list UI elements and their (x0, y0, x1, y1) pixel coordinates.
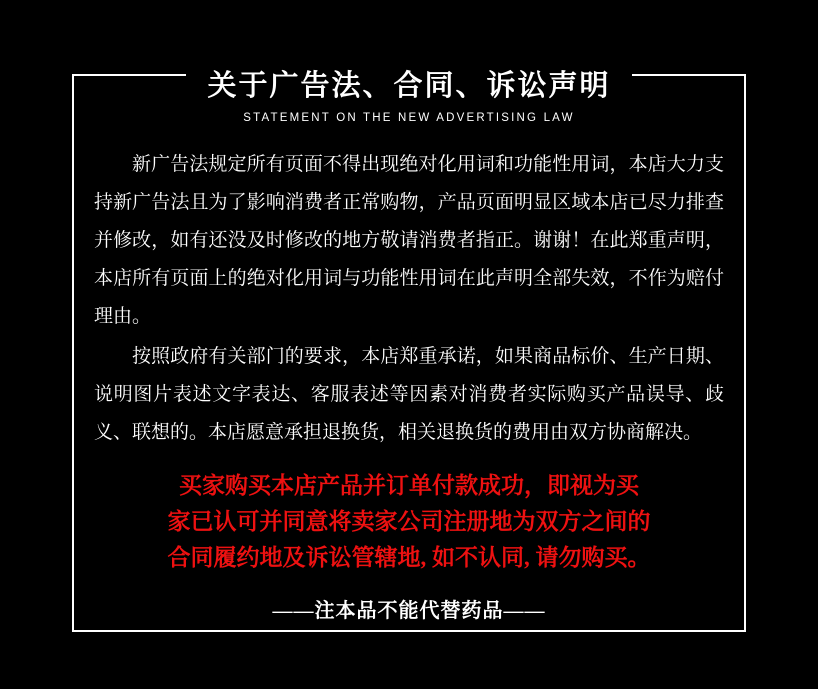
highlight-statement (90, 468, 728, 576)
statement-body (94, 146, 724, 452)
statement-paragraph-2: 按照政府有关部门的要求，本店郑重承诺，如果商品标价、生产日期、说明图片表述文字表达、客服表述等因素对消费者实际购买产品误导、歧义、联想的。本店愿意承担退换货，相关退换货的费用由双方协商解决。 (94, 346, 724, 443)
footer-note: ——注本品不能代替药品—— (272, 600, 546, 622)
page-title: 关于广告法、合同、诉讼声明 (207, 70, 611, 102)
highlight-line-1: 买家购买本店产品并订单付款成功，即视为买 (179, 473, 639, 498)
highlight-line-3: 合同履约地及诉讼管辖地, 如不认同, 请勿购买。 (167, 545, 651, 570)
poster-content (72, 60, 746, 632)
page-subtitle: STATEMENT ON THE NEW ADVERTISING LAW (243, 112, 575, 124)
statement-paragraph-1: 新广告法规定所有页面不得出现绝对化用词和功能性用词，本店大力支持新广告法且为了影响消费者正常购物，产品页面明显区域本店已尽力排查并修改，如有还没及时修改的地方敬请消费者指正。谢谢！在此郑重声明，本店所有页面上的绝对化用词与功能性用词在此声明全部失效，不作为赔付理由。 (94, 154, 724, 327)
highlight-line-2: 家已认可并同意将卖家公司注册地为双方之间的 (167, 509, 651, 534)
